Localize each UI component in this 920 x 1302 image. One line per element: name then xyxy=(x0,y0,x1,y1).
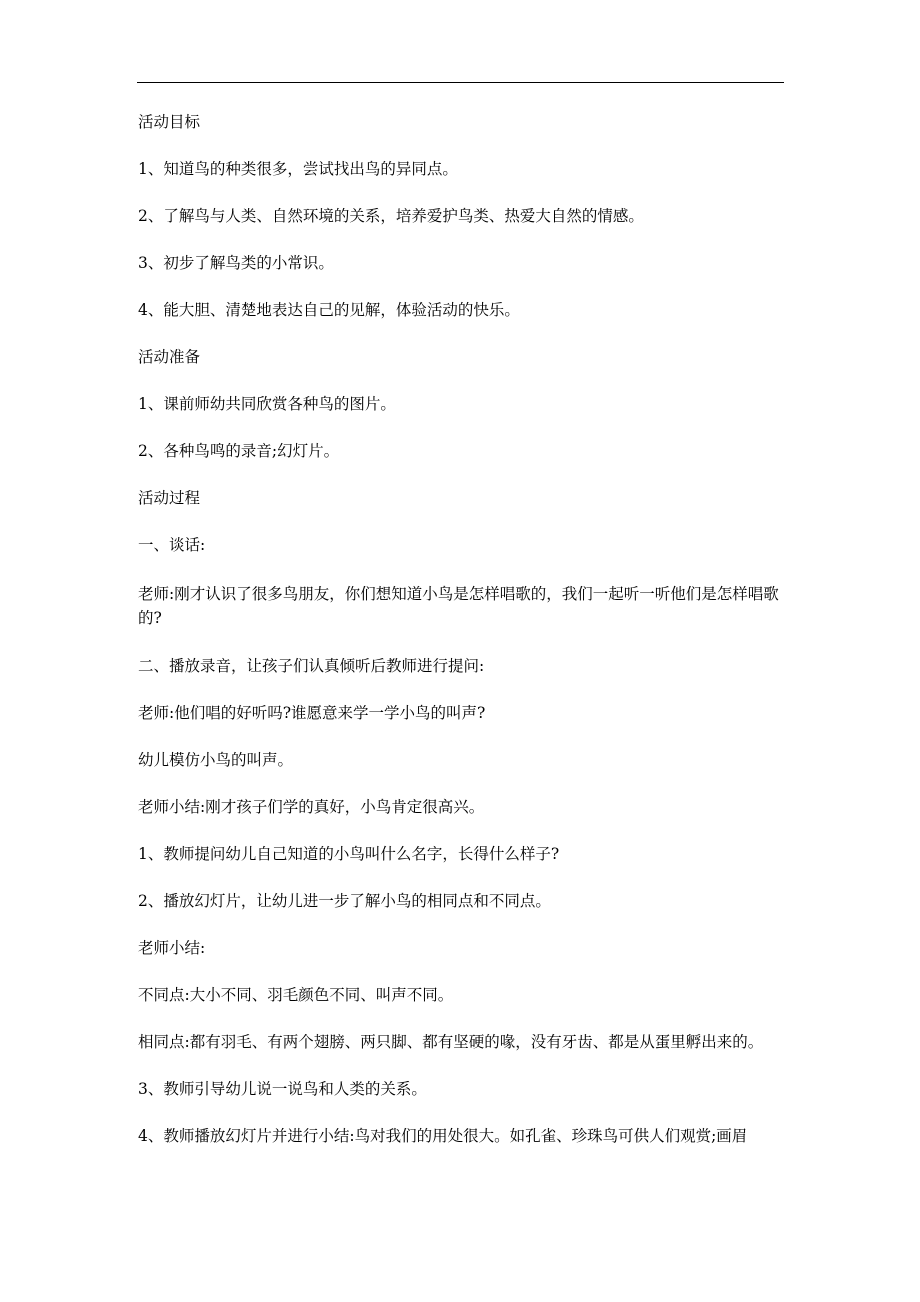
teacher-summary-1: 老师小结:刚才孩子们学的真好，小鸟肯定很高兴。 xyxy=(138,798,485,816)
process-step-talk: 一、谈话: xyxy=(138,536,206,554)
process-step-recording: 二、播放录音，让孩子们认真倾听后教师进行提问: xyxy=(138,657,485,675)
process-item-4: 4、教师播放幻灯片并进行小结:鸟对我们的用处很大。如孔雀、珍珠鸟可供人们观赏;画眉 xyxy=(138,1127,748,1145)
section-heading-preparation: 活动准备 xyxy=(138,348,201,366)
document-body xyxy=(138,112,786,1173)
process-item-3: 3、教师引导幼儿说一说鸟和人类的关系。 xyxy=(138,1080,427,1098)
goal-item-4: 4、能大胆、清楚地表达自己的见解，体验活动的快乐。 xyxy=(138,301,520,319)
process-item-2: 2、播放幻灯片，让幼儿进一步了解小鸟的相同点和不同点。 xyxy=(138,892,551,910)
section-heading-goals: 活动目标 xyxy=(138,113,201,131)
teacher-dialogue-1: 老师:刚才认识了很多鸟朋友，你们想知道小鸟是怎样唱歌的，我们一起听一听他们是怎样唱歌的? xyxy=(138,585,779,627)
teacher-summary-2: 老师小结: xyxy=(138,939,206,957)
process-item-1: 1、教师提问幼儿自己知道的小鸟叫什么名字，长得什么样子? xyxy=(138,845,560,863)
goal-item-1: 1、知道鸟的种类很多，尝试找出鸟的异同点。 xyxy=(138,160,458,178)
similarities: 相同点:都有羽毛、有两个翅膀、两只脚、都有坚硬的喙，没有牙齿、都是从蛋里孵出来的。 xyxy=(138,1033,764,1051)
goal-item-3: 3、初步了解鸟类的小常识。 xyxy=(138,254,334,272)
header-rule xyxy=(137,82,784,83)
differences: 不同点:大小不同、羽毛颜色不同、叫声不同。 xyxy=(138,986,454,1004)
children-imitate: 幼儿模仿小鸟的叫声。 xyxy=(138,751,294,769)
preparation-item-1: 1、课前师幼共同欣赏各种鸟的图片。 xyxy=(138,395,396,413)
section-heading-process: 活动过程 xyxy=(138,489,201,507)
preparation-item-2: 2、各种鸟鸣的录音;幻灯片。 xyxy=(138,442,340,460)
teacher-dialogue-2: 老师:他们唱的好听吗?谁愿意来学一学小鸟的叫声? xyxy=(138,704,486,722)
goal-item-2: 2、了解鸟与人类、自然环境的关系，培养爱护鸟类、热爱大自然的情感。 xyxy=(138,207,644,225)
